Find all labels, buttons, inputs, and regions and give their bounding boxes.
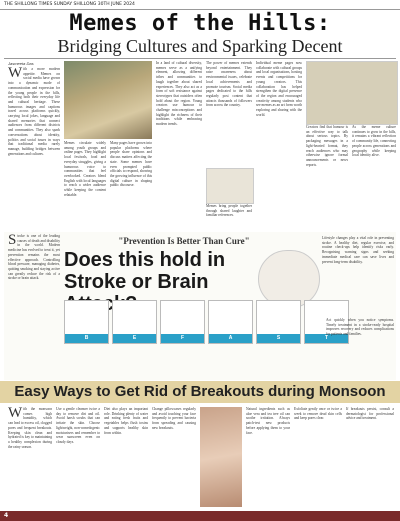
article-column: Memes bring people together through shared laughter and familiar references. [206, 204, 252, 218]
befast-tile-face: F [160, 300, 205, 344]
befast-panel [64, 300, 349, 344]
article-column: Act quickly when you notice symptoms. Timely treatment in a stroke-ready hospital improves recovery and reduces complications for patients and families. [326, 318, 394, 337]
article-column: As the meme culture continues to grow in the hills, it remains a vibrant reflection of community life, connecting people across generations and geography while keeping local identity alive. [352, 125, 396, 158]
article-column: Diet also plays an important role. Drinking plenty of water and eating fresh fruits and vegetables helps flush toxins and supports healthy skin from within. [104, 407, 148, 435]
befast-tile-time: T [304, 300, 349, 344]
article-column: Change pillowcases regularly and avoid touching your face frequently to prevent bacteria from spreading and causing new breakouts. [152, 407, 196, 430]
article-column: In a land of cultural diversity, memes serve as a unifying element, allowing different tribes and communities to laugh together about shared experiences. They also act as a form of soft resistance against stereotypes that outsiders often hold about the region. Young creators use humour to challenge misconceptions and highlight the richness of their traditions while embracing modern trends. [156, 61, 202, 127]
befast-tile-arms: A [208, 300, 253, 344]
befast-tile-speech: S [256, 300, 301, 344]
page-header [0, 0, 400, 10]
meme-illustration [206, 168, 254, 204]
article-column: Lifestyle changes play a vital role in preventing stroke. A healthy diet, regular exercise, and routine check-ups help identify risks early. Recognising warning signs and seeking immediate medical care can save lives and prevent long-term disability. [322, 236, 394, 264]
article-column: The power of memes extends beyond entertainment. They raise awareness about environmental issues, celebrate local achievements and promote tourism. Social media pages dedicated to the hills regularly post content that attracts thousands of followers from across the country. [206, 61, 252, 108]
article-column: Creators find that humour is an effective way to talk about serious topics. By packaging messages in a light-hearted format, they reach audiences who may otherwise ignore formal announcements or news reports. [306, 125, 348, 167]
stroke-headline: Does this hold in Stroke or Brain [64, 249, 226, 293]
befast-tile-eyes: E [112, 300, 157, 344]
byline: Jasmeeta Das [8, 61, 34, 66]
divider [4, 58, 396, 59]
article-column: Use a gentle cleanser twice a day to remove dirt and oil. Avoid harsh scrubs that can irritate the skin. Choose lightweight, non-comedogenic moisturisers and remember to wear sunscreen even on cloudy days. [56, 407, 100, 444]
article-column: Stroke is one of the leading causes of death and disability in the world. Modern medicine has evolved to treat it, yet prevention remains the most effective approach. Controlling blood pressure, managing diabetes, quitting smoking and staying active can greatly reduce the risk of a stroke or brain attack. [8, 234, 60, 281]
publication-line: THE SHILLONG TIMES SUNDAY SHILLONG 30TH JUNE 2024 [4, 2, 135, 7]
page-footer [0, 511, 400, 521]
stroke-kicker: "Prevention Is Better Than Cure" [118, 236, 250, 246]
article-column: Memes circulate widely among youth groups and online pages. They highlight local festivals, food and everyday struggles, giving a humorous voice to communities that feel overlooked. Creators blend English with local languages to reach a wider audience while keeping the content relatable. [64, 141, 106, 197]
article-column: With a more modern appetite. Memes on social media have grown into a dynamic mode of communication and expression for the young people in the hills, reflecting both their everyday life and cultural heritage. These humorous images and captions travel across platforms quickly, carrying local jokes, language and shared memories that connect audiences from different districts and communities. They also spark conversations about identity, politics and social issues in ways that traditional media rarely manage, building bridges between generations and cultures. [8, 67, 60, 156]
article-column: Individual meme pages now collaborate with cultural groups and local organisations, hosting events and competitions for young creators. This collaboration has helped strengthen the digital presence of the region and encouraged creativity among students who see memes as an art form worth exploring and sharing with the world. [256, 61, 302, 117]
article-column: With the monsoon comes high humidity, which can lead to excess oil, clogged pores and frequent breakouts. Keeping skin clean and hydrated is key to maintaining a healthy complexion during the rainy season. [8, 407, 52, 449]
feature3-title: Easy Ways to Get Rid of Breakouts during Monsoon [14, 383, 386, 400]
feature1-subtitle: Bridging Cultures and Sparking Decent [57, 36, 343, 56]
skincare-photo [200, 407, 242, 507]
feature1-title: Memes of the Hills: [69, 11, 331, 36]
befast-tile-balance: B [64, 300, 109, 344]
page-number: 4 [4, 512, 9, 519]
article-column: Natural ingredients such as aloe vera and tea tree oil can soothe irritation. Always patch-test new products before applying them to your face. [246, 407, 290, 435]
article-column: If breakouts persist, consult a dermatologist for professional advice and treatment. [346, 407, 394, 421]
meme-photo [306, 61, 398, 125]
article-column: Many pages have grown into popular platforms where people share opinions and discuss matters affecting the state. Some memes have even prompted public officials to respond, showing the growing influence of this digital culture in shaping public discourse. [110, 141, 152, 188]
article-column: Exfoliate gently once or twice a week to remove dead skin cells and keep pores clear. [294, 407, 342, 421]
mountain-photo [64, 61, 152, 139]
